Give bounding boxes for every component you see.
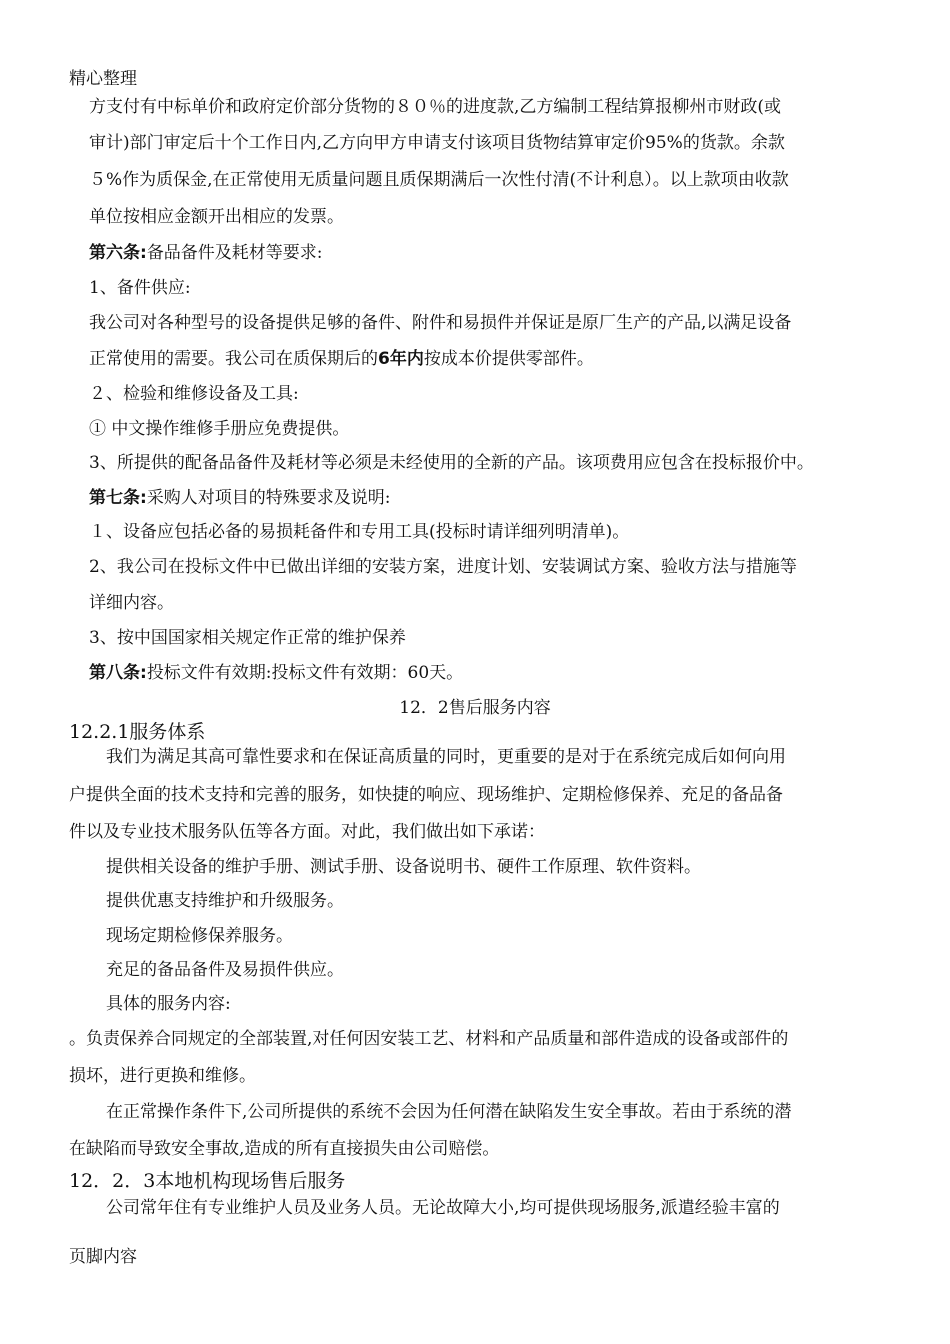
article-8-label: 第八条: <box>89 663 147 683</box>
body-line: 现场定期检修保养服务。 <box>106 926 293 946</box>
body-line: １、设备应包括必备的易损耗备件和专用工具(投标时请详细列明清单)。 <box>89 522 630 542</box>
body-line: 具体的服务内容: <box>106 994 231 1014</box>
article-6 <box>89 242 323 264</box>
body-line: 提供相关设备的维护手册、测试手册、设备说明书、硬件工作原理、软件资料。 <box>106 857 701 877</box>
text-run: 按成本价提供零部件。 <box>423 349 594 369</box>
section-title: 12．2售后服务内容 <box>399 698 551 718</box>
body-line: 充足的备品备件及易损件供应。 <box>106 960 344 980</box>
body-line: 在缺陷而导致安全事故,造成的所有直接损失由公司赔偿。 <box>69 1139 500 1159</box>
body-line <box>89 348 594 370</box>
body-line: 方支付有中标单价和政府定价部分货物的８０％的进度款,乙方编制工程结算报柳州市财政(或 <box>89 97 782 117</box>
article-7-text: 采购人对项目的特殊要求及说明: <box>146 488 391 508</box>
body-line: 损坏，进行更换和维修。 <box>69 1066 256 1086</box>
bold-run: 6年内 <box>378 349 424 369</box>
article-6-text: 备品备件及耗材等要求: <box>146 243 323 263</box>
body-line: 我们为满足其高可靠性要求和在保证高质量的同时，更重要的是对于在系统完成后如何向用 <box>106 747 786 767</box>
article-7 <box>89 487 391 509</box>
page-footer: 页脚内容 <box>69 1247 137 1267</box>
article-8-text: 投标文件有效期:投标文件有效期：60天。 <box>146 663 464 683</box>
subsection-heading: 12.2.1服务体系 <box>69 721 206 743</box>
text-run: 正常使用的需要。我公司在质保期后的 <box>89 349 378 369</box>
body-line: 2、我公司在投标文件中已做出详细的安装方案，进度计划、安装调试方案、验收方法与措施等 <box>89 557 797 577</box>
article-8 <box>89 662 463 684</box>
body-line: 1、备件供应: <box>89 278 191 298</box>
page-header: 精心整理 <box>69 69 137 89</box>
body-line: ２、检验和维修设备及工具: <box>89 384 299 404</box>
body-line: 3、按中国国家相关规定作正常的维护保养 <box>89 628 406 648</box>
body-line: 3、所提供的配备品备件及耗材等必须是未经使用的全新的产品。该项费用应包含在投标报价中。 <box>89 453 814 473</box>
subsection-heading: 12．2．3本地机构现场售后服务 <box>69 1170 346 1192</box>
body-line: 审计)部门审定后十个工作日内,乙方向甲方申请支付该项目货物结算审定价95%的货款。余款 <box>89 133 785 153</box>
body-line: 户提供全面的技术支持和完善的服务，如快捷的响应、现场维护、定期检修保养、充足的备品备 <box>69 785 783 805</box>
body-line: ① 中文操作维修手册应免费提供。 <box>89 419 350 439</box>
body-line: 。负责保养合同规定的全部装置,对任何因安装工艺、材料和产品质量和部件造成的设备或部件的 <box>69 1029 789 1049</box>
body-line: 在正常操作条件下,公司所提供的系统不会因为任何潜在缺陷发生安全事故。若由于系统的潜 <box>106 1102 792 1122</box>
article-6-label: 第六条: <box>89 243 147 263</box>
body-line: 详细内容。 <box>89 593 174 613</box>
body-line: 件以及专业技术服务队伍等各方面。对此，我们做出如下承诺： <box>69 822 545 842</box>
body-line: 提供优惠支持维护和升级服务。 <box>106 891 344 911</box>
body-line: 单位按相应金额开出相应的发票。 <box>89 207 344 227</box>
body-line: ５%作为质保金,在正常使用无质量问题且质保期满后一次性付清(不计利息）。以上款项由收款 <box>89 170 789 190</box>
article-7-label: 第七条: <box>89 488 147 508</box>
body-line: 我公司对各种型号的设备提供足够的备件、附件和易损件并保证是原厂生产的产品,以满足设备 <box>89 313 792 333</box>
body-line: 公司常年住有专业维护人员及业务人员。无论故障大小,均可提供现场服务,派遣经验丰富的 <box>106 1198 780 1218</box>
